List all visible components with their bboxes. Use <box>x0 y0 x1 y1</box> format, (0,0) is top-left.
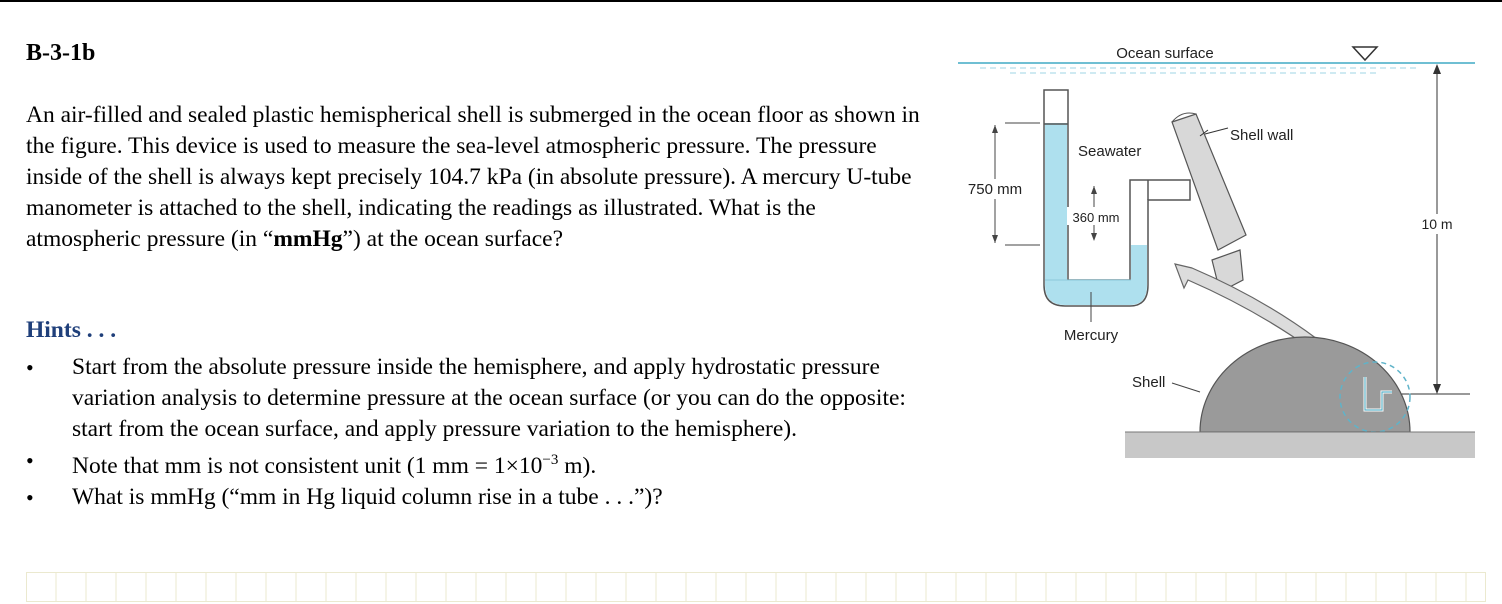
hints-title: Hints . . . <box>26 317 117 343</box>
bullet-icon: • <box>26 448 34 473</box>
shell-label: Shell <box>1132 374 1166 391</box>
dim-750-arrow-bottom <box>992 235 998 243</box>
shell-leader <box>1172 383 1200 392</box>
dim-10m-label: 10 m <box>1421 216 1453 232</box>
bullet-icon: • <box>26 484 34 510</box>
shell-wall-label: Shell wall <box>1230 127 1294 144</box>
dim-360-label: 360 mm <box>1072 210 1120 225</box>
hint-exponent: −3 <box>542 452 559 468</box>
manometer-figure <box>950 30 1480 470</box>
unit-mmhg: mmHg <box>273 226 343 252</box>
dim-360-arrow-bottom <box>1091 233 1097 241</box>
answer-grid <box>26 572 1486 602</box>
ocean-floor <box>1125 432 1475 458</box>
hemisphere-shell <box>1200 337 1410 432</box>
dim-360-arrow-top <box>1091 186 1097 194</box>
dim-10m-arrow-bottom <box>1433 384 1441 394</box>
problem-id: B-3-1b <box>26 40 96 66</box>
hint-text-post: m). <box>558 452 597 479</box>
hint-item <box>26 482 926 513</box>
top-rule <box>0 0 1502 2</box>
open-quote: “ <box>262 226 274 252</box>
dim-750-arrow-top <box>992 125 998 133</box>
surface-triangle-icon <box>1353 47 1377 60</box>
answer-grid-border <box>27 573 1486 602</box>
problem-text-2: ”) at the ocean surface? <box>342 226 564 252</box>
hint-text: What is mmHg (“mm in Hg liquid column rise in a tube . . .”)? <box>72 483 663 510</box>
problem-statement <box>26 100 926 255</box>
hint-item <box>26 352 926 445</box>
hint-item <box>26 445 926 482</box>
hint-text-pre: Note that mm is not consistent unit (1 mm = 1×10 <box>72 452 543 479</box>
mercury-label: Mercury <box>1063 327 1119 344</box>
ocean-surface-label: Ocean surface <box>1116 45 1214 62</box>
seawater-column <box>1045 123 1067 280</box>
hint-text: Start from the absolute pressure inside the hemisphere, and apply hydrostatic pressure variation analysis to determine pressure at the ocean surface (or you can do the opposite: start from the ocean surface, and apply pressure variation to the hemisphere). <box>72 354 906 442</box>
bullet-icon: • <box>26 355 34 380</box>
shell-wall-leader <box>1205 128 1228 134</box>
hints-list <box>26 352 926 513</box>
problem-text-1: An air-filled and sealed plastic hemispherical shell is submerged in the ocean floor as shown in the figure. This device is used to measure the sea-level atmospheric pressure. The pressure inside of the shell is always kept precisely 104.7 kPa (in absolute pressure). A mercury U-tube manometer is attached to the shell, indicating the readings as illustrated. What is the atmospheric pressure (in <box>26 102 920 252</box>
dim-750-label: 750 mm <box>967 181 1023 198</box>
seawater-label: Seawater <box>1078 143 1142 160</box>
dim-10m-arrow-top <box>1433 64 1441 74</box>
surface-ripples <box>980 68 1420 73</box>
